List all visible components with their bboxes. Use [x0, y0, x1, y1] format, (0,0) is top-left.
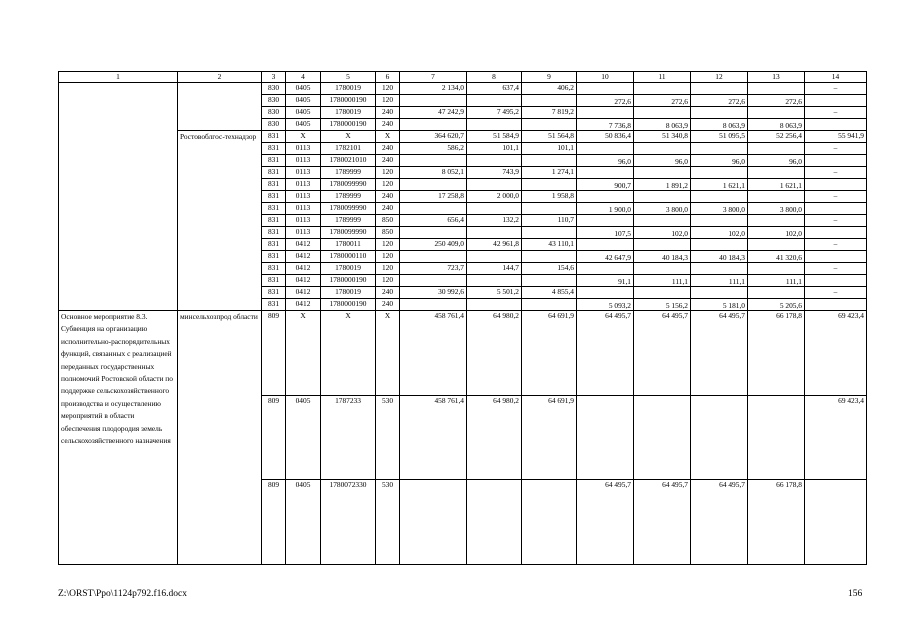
- data-cell: [691, 263, 748, 275]
- data-cell: 64 495,7: [634, 311, 691, 396]
- data-cell: [805, 251, 867, 263]
- data-cell: [805, 203, 867, 215]
- data-cell: [400, 95, 467, 107]
- data-cell: 40 184,3: [634, 251, 691, 263]
- data-cell: [522, 480, 577, 565]
- data-cell: [805, 119, 867, 131]
- data-cell: 43 110,1: [522, 239, 577, 251]
- data-cell: 40 184,3: [691, 251, 748, 263]
- data-cell: 1780099990: [321, 203, 376, 215]
- header-cell: 9: [522, 72, 577, 83]
- header-row: [59, 72, 867, 83]
- data-cell: [748, 83, 805, 95]
- data-cell: 5 181,0: [691, 299, 748, 311]
- header-cell: 3: [262, 72, 286, 83]
- data-cell: 42 647,9: [577, 251, 634, 263]
- data-cell: Х: [321, 311, 376, 396]
- data-cell: 831: [262, 191, 286, 203]
- table-row: [59, 311, 867, 396]
- data-cell: 240: [376, 287, 400, 299]
- data-cell: 831: [262, 143, 286, 155]
- data-cell: 831: [262, 167, 286, 179]
- data-cell: 0412: [286, 299, 321, 311]
- data-cell: 272,6: [691, 95, 748, 107]
- data-cell: [467, 95, 522, 107]
- data-cell: 831: [262, 239, 286, 251]
- data-cell: [634, 239, 691, 251]
- data-cell: 1780021010: [321, 155, 376, 167]
- data-cell: 120: [376, 263, 400, 275]
- data-cell: 101,1: [467, 143, 522, 155]
- data-cell: [634, 215, 691, 227]
- data-cell: [634, 107, 691, 119]
- data-cell: 0412: [286, 263, 321, 275]
- data-cell: 0405: [286, 83, 321, 95]
- data-cell: 1 891,2: [634, 179, 691, 191]
- data-cell: 3 800,0: [634, 203, 691, 215]
- data-cell: [467, 179, 522, 191]
- data-cell: [748, 143, 805, 155]
- data-cell: [522, 95, 577, 107]
- data-cell: 586,2: [400, 143, 467, 155]
- data-cell: [577, 107, 634, 119]
- data-cell: 51 095,5: [691, 131, 748, 143]
- data-cell: 240: [376, 143, 400, 155]
- data-cell: [577, 287, 634, 299]
- data-cell: [577, 239, 634, 251]
- data-cell: 240: [376, 155, 400, 167]
- data-cell: 364 620,7: [400, 131, 467, 143]
- data-cell: 1780019: [321, 287, 376, 299]
- data-cell: 830: [262, 107, 286, 119]
- data-cell: 66 178,8: [748, 311, 805, 396]
- data-cell: 64 495,7: [691, 480, 748, 565]
- data-cell: [691, 167, 748, 179]
- data-cell: [634, 395, 691, 480]
- data-cell: 1780000110: [321, 251, 376, 263]
- data-cell: 96,0: [634, 155, 691, 167]
- data-cell: 41 320,6: [748, 251, 805, 263]
- data-cell: 1780000190: [321, 95, 376, 107]
- data-cell: 743,9: [467, 167, 522, 179]
- data-cell: 0412: [286, 287, 321, 299]
- data-cell: 1789999: [321, 215, 376, 227]
- measure-name-cell: Основное мероприятие 8.3. Субвенция на организацию исполнительно-распорядительных функций, связанных с реализацией переданных государственных полномочий Ростовской области по поддержке сельскохозяйственного производства и осуществлению мероприятий в области обеспечения плодородия земель сельскохозяйственного назначения: [59, 311, 178, 565]
- data-cell: 0113: [286, 215, 321, 227]
- table-row: [59, 131, 867, 143]
- data-cell: 240: [376, 119, 400, 131]
- data-cell: 0113: [286, 167, 321, 179]
- data-cell: [805, 227, 867, 239]
- data-cell: [467, 227, 522, 239]
- data-cell: Х: [321, 131, 376, 143]
- dash-cell: –: [805, 215, 867, 227]
- data-cell: 64 980,2: [467, 311, 522, 396]
- data-cell: [522, 299, 577, 311]
- data-cell: 1 621,1: [748, 179, 805, 191]
- executor-cell: минсельхозпрод области: [178, 311, 262, 565]
- data-cell: 7 819,2: [522, 107, 577, 119]
- header-cell: 4: [286, 72, 321, 83]
- data-cell: Х: [376, 131, 400, 143]
- data-cell: 2 134,0: [400, 83, 467, 95]
- data-cell: [467, 299, 522, 311]
- data-cell: 406,2: [522, 83, 577, 95]
- data-cell: [748, 239, 805, 251]
- data-cell: 4 855,4: [522, 287, 577, 299]
- data-cell: 1780099990: [321, 227, 376, 239]
- dash-cell: –: [805, 287, 867, 299]
- data-cell: Х: [286, 311, 321, 396]
- data-cell: 2 000,0: [467, 191, 522, 203]
- data-cell: Х: [286, 131, 321, 143]
- data-cell: [400, 155, 467, 167]
- data-cell: 0113: [286, 227, 321, 239]
- data-cell: 47 242,9: [400, 107, 467, 119]
- page-number: 156: [848, 589, 863, 599]
- data-cell: [467, 275, 522, 287]
- data-cell: 0405: [286, 95, 321, 107]
- data-cell: [400, 275, 467, 287]
- data-cell: 1 274,1: [522, 167, 577, 179]
- data-cell: 120: [376, 179, 400, 191]
- data-cell: [522, 275, 577, 287]
- data-cell: 8 063,9: [691, 119, 748, 131]
- data-cell: [400, 480, 467, 565]
- budget-table: [58, 71, 867, 565]
- header-cell: 1: [59, 72, 178, 83]
- data-cell: 831: [262, 227, 286, 239]
- data-cell: [522, 227, 577, 239]
- data-cell: [577, 263, 634, 275]
- data-cell: 809: [262, 395, 286, 480]
- data-cell: 1787233: [321, 395, 376, 480]
- data-cell: 458 761,4: [400, 395, 467, 480]
- data-cell: [577, 83, 634, 95]
- data-cell: 1 958,8: [522, 191, 577, 203]
- data-cell: [634, 143, 691, 155]
- data-cell: 64 495,7: [634, 480, 691, 565]
- data-cell: 64 691,9: [522, 311, 577, 396]
- data-cell: [748, 263, 805, 275]
- data-cell: [400, 119, 467, 131]
- data-cell: 111,1: [691, 275, 748, 287]
- header-cell: 2: [178, 72, 262, 83]
- data-cell: [467, 203, 522, 215]
- data-cell: 0113: [286, 203, 321, 215]
- data-cell: 240: [376, 299, 400, 311]
- data-cell: 0405: [286, 107, 321, 119]
- data-cell: 66 178,8: [748, 480, 805, 565]
- data-cell: [634, 83, 691, 95]
- data-cell: [467, 480, 522, 565]
- data-cell: 1789999: [321, 191, 376, 203]
- data-cell: [634, 191, 691, 203]
- header-cell: 10: [577, 72, 634, 83]
- data-cell: 831: [262, 179, 286, 191]
- data-cell: 656,4: [400, 215, 467, 227]
- data-cell: 530: [376, 480, 400, 565]
- dash-cell: –: [805, 263, 867, 275]
- data-cell: [467, 119, 522, 131]
- data-cell: 120: [376, 275, 400, 287]
- data-cell: 900,7: [577, 179, 634, 191]
- data-cell: 69 423,4: [805, 395, 867, 480]
- data-cell: 1780011: [321, 239, 376, 251]
- data-cell: [522, 179, 577, 191]
- data-cell: 850: [376, 227, 400, 239]
- data-cell: 64 495,7: [577, 311, 634, 396]
- data-cell: 5 093,2: [577, 299, 634, 311]
- data-cell: [805, 179, 867, 191]
- data-cell: 7 495,2: [467, 107, 522, 119]
- data-cell: 1780000190: [321, 275, 376, 287]
- data-cell: 96,0: [748, 155, 805, 167]
- data-cell: 240: [376, 191, 400, 203]
- header-cell: 11: [634, 72, 691, 83]
- data-cell: 110,7: [522, 215, 577, 227]
- data-cell: 240: [376, 107, 400, 119]
- data-cell: 1780072330: [321, 480, 376, 565]
- data-cell: [634, 263, 691, 275]
- data-cell: [805, 299, 867, 311]
- data-cell: 5 501,2: [467, 287, 522, 299]
- data-cell: 42 961,8: [467, 239, 522, 251]
- data-cell: 102,0: [634, 227, 691, 239]
- data-cell: 50 836,4: [577, 131, 634, 143]
- data-cell: 272,6: [748, 95, 805, 107]
- data-cell: 831: [262, 287, 286, 299]
- executor-cell: Ростовоблгос-технадзор: [178, 131, 262, 311]
- data-cell: 120: [376, 251, 400, 263]
- data-cell: [577, 167, 634, 179]
- data-cell: 8 063,9: [634, 119, 691, 131]
- data-cell: 1780000190: [321, 299, 376, 311]
- data-cell: [691, 143, 748, 155]
- data-cell: 272,6: [634, 95, 691, 107]
- data-cell: 1780000190: [321, 119, 376, 131]
- data-cell: 0412: [286, 239, 321, 251]
- data-cell: 809: [262, 311, 286, 396]
- data-cell: 240: [376, 203, 400, 215]
- data-cell: [467, 155, 522, 167]
- data-cell: 1780019: [321, 263, 376, 275]
- data-cell: 132,2: [467, 215, 522, 227]
- data-cell: 1780099990: [321, 179, 376, 191]
- data-cell: 0113: [286, 179, 321, 191]
- data-cell: [691, 395, 748, 480]
- data-cell: 831: [262, 251, 286, 263]
- data-cell: [748, 167, 805, 179]
- header-cell: 13: [748, 72, 805, 83]
- data-cell: 831: [262, 203, 286, 215]
- data-cell: 1782101: [321, 143, 376, 155]
- data-cell: 8 063,9: [748, 119, 805, 131]
- data-cell: 809: [262, 480, 286, 565]
- data-cell: [400, 179, 467, 191]
- data-cell: 64 980,2: [467, 395, 522, 480]
- data-cell: 0412: [286, 251, 321, 263]
- data-cell: 831: [262, 155, 286, 167]
- data-cell: 0405: [286, 395, 321, 480]
- data-cell: [805, 480, 867, 565]
- data-cell: [691, 83, 748, 95]
- data-cell: 30 992,6: [400, 287, 467, 299]
- data-cell: 102,0: [748, 227, 805, 239]
- data-cell: 830: [262, 83, 286, 95]
- data-cell: 1780019: [321, 107, 376, 119]
- data-cell: [748, 395, 805, 480]
- data-cell: 64 495,7: [577, 480, 634, 565]
- dash-cell: –: [805, 83, 867, 95]
- data-cell: 0405: [286, 480, 321, 565]
- data-cell: 120: [376, 83, 400, 95]
- data-cell: Х: [376, 311, 400, 396]
- data-cell: [522, 119, 577, 131]
- header-cell: 12: [691, 72, 748, 83]
- dash-cell: –: [805, 107, 867, 119]
- executor-cell: [178, 83, 262, 131]
- dash-cell: –: [805, 239, 867, 251]
- data-cell: 120: [376, 167, 400, 179]
- data-cell: 530: [376, 395, 400, 480]
- data-cell: 723,7: [400, 263, 467, 275]
- measure-name-cell: [59, 83, 178, 311]
- data-cell: 831: [262, 131, 286, 143]
- dash-cell: –: [805, 191, 867, 203]
- data-cell: 51 340,8: [634, 131, 691, 143]
- header-cell: 8: [467, 72, 522, 83]
- data-cell: [805, 275, 867, 287]
- data-cell: [748, 107, 805, 119]
- data-cell: 1780019: [321, 83, 376, 95]
- header-cell: 14: [805, 72, 867, 83]
- data-cell: [691, 107, 748, 119]
- data-cell: 96,0: [577, 155, 634, 167]
- data-cell: [467, 251, 522, 263]
- data-cell: 51 584,9: [467, 131, 522, 143]
- data-cell: 102,0: [691, 227, 748, 239]
- data-cell: [400, 203, 467, 215]
- data-cell: [400, 299, 467, 311]
- dash-cell: –: [805, 167, 867, 179]
- data-cell: 0405: [286, 119, 321, 131]
- footer-file-path: Z:\ORST\Ppo\1124p792.f16.docx: [58, 589, 187, 599]
- table-row: [59, 83, 867, 95]
- data-cell: 830: [262, 95, 286, 107]
- data-cell: 154,6: [522, 263, 577, 275]
- header-cell: 6: [376, 72, 400, 83]
- data-cell: [634, 167, 691, 179]
- data-cell: 0113: [286, 191, 321, 203]
- data-cell: [400, 251, 467, 263]
- data-cell: [805, 95, 867, 107]
- data-cell: [748, 215, 805, 227]
- data-cell: 637,4: [467, 83, 522, 95]
- data-cell: 850: [376, 215, 400, 227]
- data-cell: 831: [262, 215, 286, 227]
- data-cell: [634, 287, 691, 299]
- data-cell: 7 736,8: [577, 119, 634, 131]
- data-cell: [691, 287, 748, 299]
- data-cell: [748, 191, 805, 203]
- data-cell: 831: [262, 299, 286, 311]
- data-cell: [691, 239, 748, 251]
- data-cell: 96,0: [691, 155, 748, 167]
- data-cell: 17 258,8: [400, 191, 467, 203]
- data-cell: 55 941,9: [805, 131, 867, 143]
- data-cell: 458 761,4: [400, 311, 467, 396]
- data-cell: [577, 395, 634, 480]
- data-cell: 52 256,4: [748, 131, 805, 143]
- data-cell: 101,1: [522, 143, 577, 155]
- data-cell: [577, 215, 634, 227]
- data-cell: 831: [262, 263, 286, 275]
- data-cell: [577, 143, 634, 155]
- data-cell: 830: [262, 119, 286, 131]
- data-cell: 1 621,1: [691, 179, 748, 191]
- data-cell: [691, 191, 748, 203]
- data-cell: 272,6: [577, 95, 634, 107]
- data-cell: 3 800,0: [748, 203, 805, 215]
- data-cell: [691, 215, 748, 227]
- data-cell: 69 423,4: [805, 311, 867, 396]
- header-cell: 5: [321, 72, 376, 83]
- data-cell: 51 564,8: [522, 131, 577, 143]
- data-cell: 0113: [286, 143, 321, 155]
- data-cell: 0412: [286, 275, 321, 287]
- data-cell: 250 409,0: [400, 239, 467, 251]
- data-cell: 1789999: [321, 167, 376, 179]
- data-cell: 5 156,2: [634, 299, 691, 311]
- data-cell: 120: [376, 239, 400, 251]
- data-cell: 107,5: [577, 227, 634, 239]
- data-cell: 8 052,1: [400, 167, 467, 179]
- data-cell: 0113: [286, 155, 321, 167]
- data-cell: [577, 191, 634, 203]
- data-cell: 64 495,7: [691, 311, 748, 396]
- data-cell: [522, 203, 577, 215]
- data-cell: [748, 287, 805, 299]
- dash-cell: –: [805, 143, 867, 155]
- data-cell: [522, 251, 577, 263]
- data-cell: 144,7: [467, 263, 522, 275]
- data-cell: [805, 155, 867, 167]
- data-cell: 64 691,9: [522, 395, 577, 480]
- data-cell: [522, 155, 577, 167]
- data-cell: 111,1: [748, 275, 805, 287]
- data-cell: 120: [376, 95, 400, 107]
- header-cell: 7: [400, 72, 467, 83]
- data-cell: 5 205,6: [748, 299, 805, 311]
- data-cell: 831: [262, 275, 286, 287]
- data-cell: 3 800,0: [691, 203, 748, 215]
- data-cell: 1 900,0: [577, 203, 634, 215]
- data-cell: [400, 227, 467, 239]
- data-cell: 91,1: [577, 275, 634, 287]
- data-cell: 111,1: [634, 275, 691, 287]
